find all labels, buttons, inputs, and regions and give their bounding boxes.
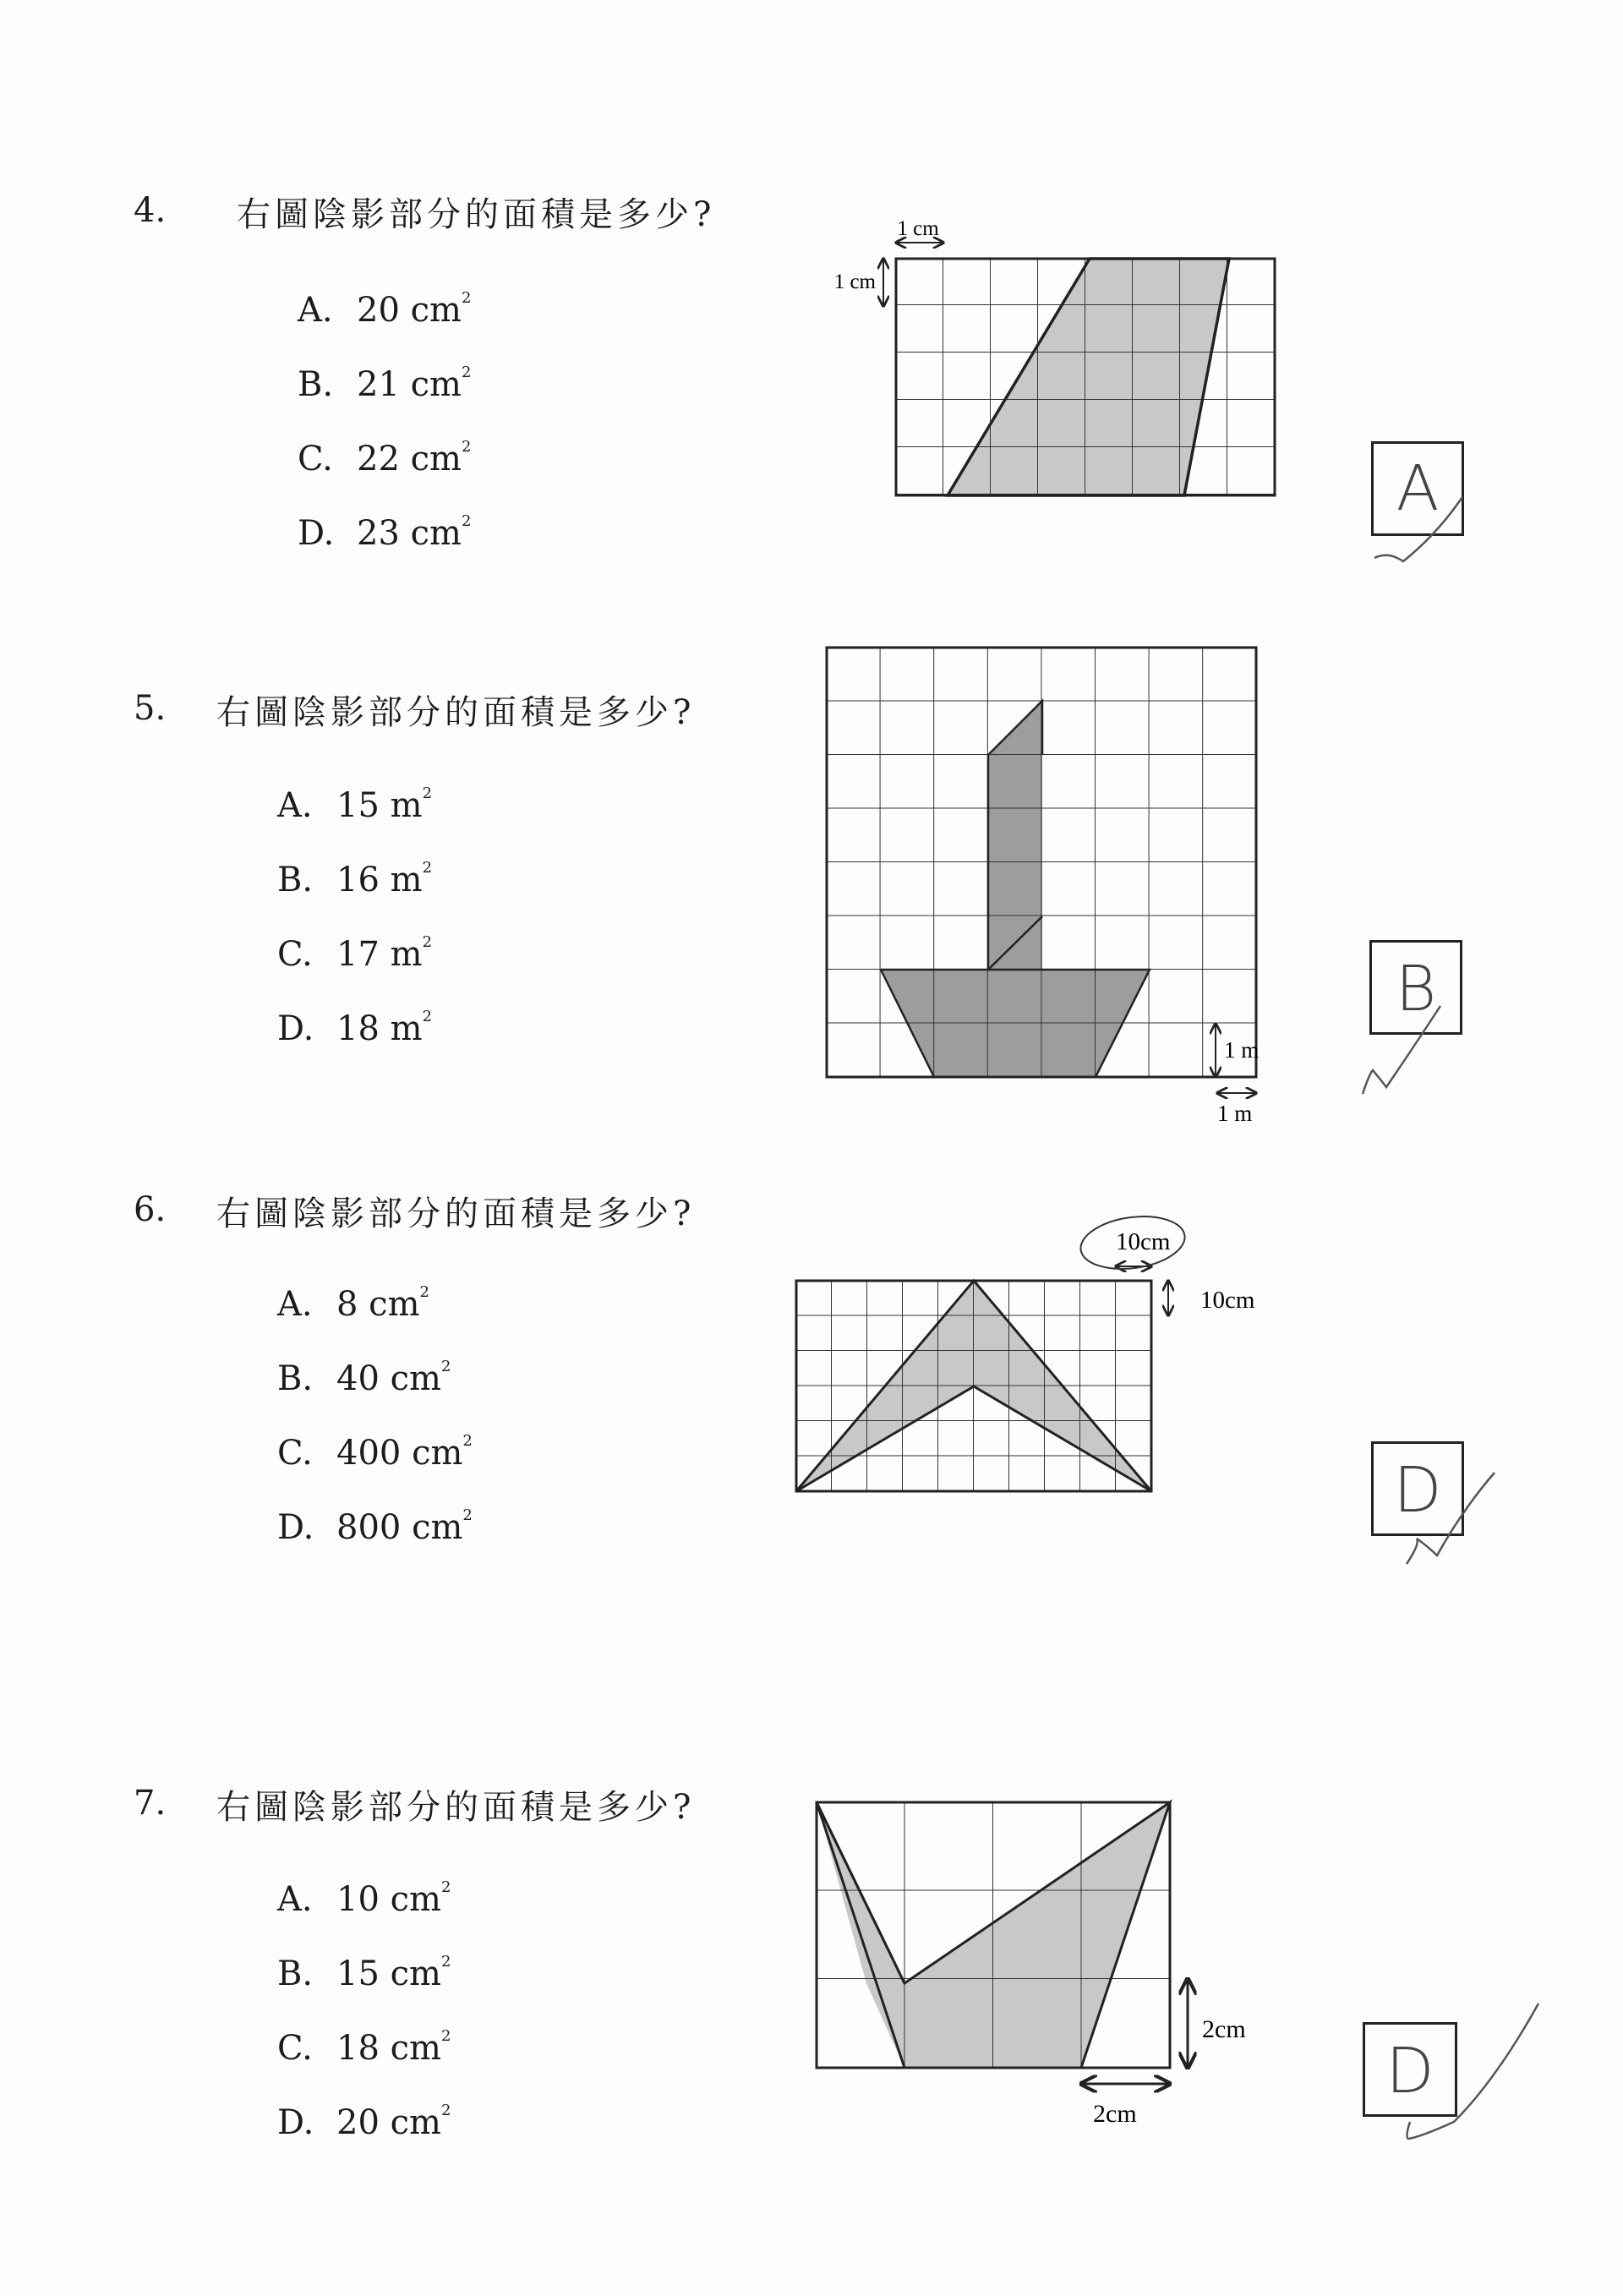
- question-4-figure: [812, 207, 1285, 545]
- option-b[interactable]: B. 15 $cm^2$: [277, 1953, 451, 1993]
- question-6-number: 6.: [134, 1190, 167, 1229]
- question-4-options: [298, 289, 471, 587]
- q7-checkmark: [1386, 1995, 1555, 2164]
- q5-height-label: 1 m: [1224, 1037, 1260, 1063]
- question-5-options: [277, 784, 432, 1082]
- q4-width-label: 1 cm: [897, 217, 939, 240]
- option-c[interactable]: C. 22 $cm^2$: [298, 438, 472, 478]
- question-4-text: 右圖陰影部分的面積是多少?: [237, 195, 716, 234]
- question-7-figure: [803, 1784, 1276, 2156]
- question-6-text: 右圖陰影部分的面積是多少?: [216, 1194, 696, 1233]
- option-c[interactable]: C. 17 $m^2$: [277, 933, 433, 974]
- q4-checkmark: [1369, 473, 1479, 575]
- option-c[interactable]: C. 400 $cm^2$: [277, 1432, 473, 1473]
- option-d[interactable]: D. 23 $cm^2$: [298, 512, 472, 553]
- question-4-number: 4.: [134, 191, 167, 230]
- option-b[interactable]: B. 40 $cm^2$: [277, 1358, 451, 1398]
- option-d[interactable]: D. 18 $m^2$: [277, 1008, 433, 1048]
- question-7-number: 7.: [134, 1784, 167, 1823]
- question-7-text: 右圖陰影部分的面積是多少?: [216, 1788, 696, 1827]
- q7-height-label: 2cm: [1202, 2015, 1246, 2043]
- q7-width-label: 2cm: [1093, 2100, 1137, 2128]
- q7-answer-letter: D: [1385, 2035, 1434, 2107]
- option-c[interactable]: C. 18 $cm^2$: [277, 2027, 451, 2068]
- q5-width-label: 1 m: [1217, 1101, 1253, 1126]
- option-b[interactable]: B. 21 $cm^2$: [298, 364, 472, 404]
- question-5-text: 右圖陰影部分的面積是多少?: [216, 693, 696, 732]
- q6-height-label: 10cm: [1200, 1287, 1255, 1314]
- option-d[interactable]: D. 20 $cm^2$: [277, 2102, 451, 2142]
- option-d[interactable]: D. 800 $cm^2$: [277, 1506, 473, 1547]
- question-6-options: [277, 1283, 473, 1581]
- question-7-options: [277, 1878, 451, 2176]
- q6-width-label: 10cm: [1116, 1228, 1171, 1255]
- option-a[interactable]: A. 10 $cm^2$: [277, 1878, 451, 1919]
- option-b[interactable]: B. 16 $m^2$: [277, 859, 433, 899]
- q5-answer-letter: B: [1395, 953, 1437, 1025]
- q5-checkmark: [1352, 989, 1462, 1107]
- question-5-figure: [795, 634, 1268, 1133]
- question-5-number: 5.: [134, 689, 167, 728]
- option-a[interactable]: A. 8 $cm^2$: [277, 1283, 429, 1324]
- q4-answer-letter: A: [1396, 452, 1440, 525]
- option-a[interactable]: A. 15 $m^2$: [277, 784, 433, 825]
- q4-height-label: 1 cm: [833, 271, 876, 293]
- option-a[interactable]: A. 20 $cm^2$: [298, 289, 472, 330]
- question-6-figure: [786, 1209, 1293, 1513]
- q6-answer-letter: D: [1393, 1454, 1442, 1527]
- q6-checkmark: [1395, 1462, 1505, 1572]
